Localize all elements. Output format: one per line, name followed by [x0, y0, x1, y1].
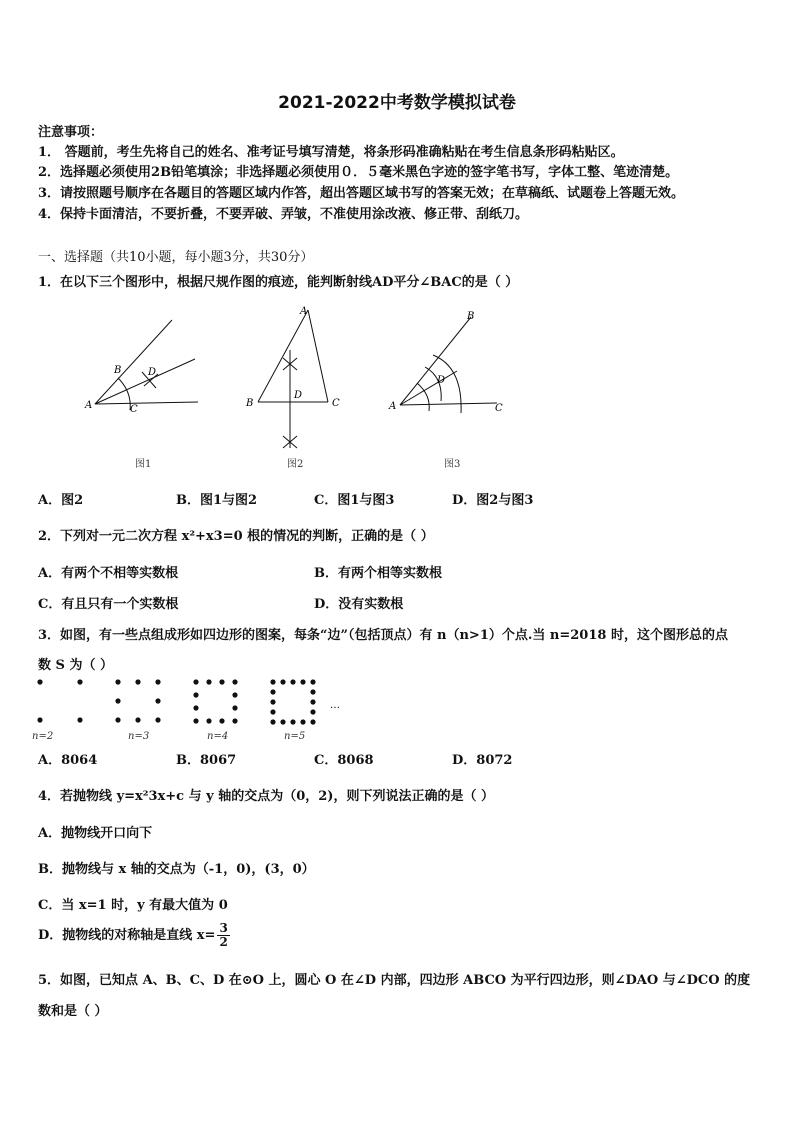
q5-stem-line2: 数和是（ ） — [38, 1004, 108, 1019]
q1-fig1-label-b: B — [114, 365, 122, 376]
q1-fig1-label-a: A — [85, 400, 93, 411]
q4-stem: 4．若抛物线 y=x²3x+c 与 y 轴的交点为（0，2)，则下列说法正确的是（ ） — [38, 789, 494, 804]
q1-figure-1 — [80, 310, 200, 420]
q2-option-d[interactable]: D．没有实数根 — [314, 597, 404, 612]
q3-option-c[interactable]: C．8068 — [314, 753, 374, 768]
q3-option-b[interactable]: B．8067 — [176, 753, 237, 768]
q1-fig1-caption: 图1 — [135, 459, 152, 470]
q1-figure-2 — [240, 302, 350, 452]
q3-option-a[interactable]: A．8064 — [38, 753, 98, 768]
q1-option-c[interactable]: C．图1与图3 — [314, 493, 395, 508]
q2-stem: 2．下列对一元二次方程 x²+x3=0 根的情况的判断，正确的是（ ） — [38, 529, 434, 544]
q1-stem: 1．在以下三个图形中，根据尺规作图的痕迹，能判断射线AD平分∠BAC的是（ ） — [38, 275, 519, 290]
section-heading: 一、选择题（共10小题，每小题3分，共30分） — [38, 250, 314, 265]
note-item-2: 2．选择题必须使用2B铅笔填涂；非选择题必须使用０．５毫米黑色字迹的签字笔书写，字体工整、笔迹清楚。 — [38, 165, 679, 180]
q2-option-b[interactable]: B．有两个相等实数根 — [314, 566, 442, 581]
q4-option-d-text: D．抛物线的对称轴是直线 x= — [38, 928, 216, 943]
q3-stem-line1: 3．如图，有一些点组成形如四边形的图案，每条“边”（包括顶点）有 n（n>1）个点.当 n=2018 时，这个图形总的点 — [38, 628, 728, 643]
q4-option-b[interactable]: B．抛物线与 x 轴的交点为（-1，0)，(3，0） — [38, 862, 315, 877]
q3-option-d[interactable]: D．8072 — [452, 753, 513, 768]
q4-option-c[interactable]: C．当 x=1 时，y 有最大值为 0 — [38, 898, 228, 913]
q3-caption-n4: n=4 — [207, 731, 229, 742]
q3-caption-n2: n=2 — [32, 731, 54, 742]
q3-stem-line2: 数 S 为（ ） — [38, 658, 113, 673]
q3-dot-patterns — [30, 672, 360, 742]
q1-option-a[interactable]: A．图2 — [38, 493, 84, 508]
notes-heading: 注意事项： — [38, 125, 104, 140]
note-item-3: 3．请按照题号顺序在各题目的答题区域内作答，超出答题区域书写的答案无效；在草稿纸、试题卷上答题无效。 — [38, 186, 685, 201]
page-title: 2021-2022中考数学模拟试卷 — [278, 93, 516, 113]
note-item-1: 1． 答题前，考生先将自己的姓名、准考证号填写清楚，将条形码准确粘贴在考生信息条形码粘贴区。 — [38, 145, 624, 160]
q1-fig3-label-a: A — [389, 401, 397, 412]
note-item-4: 4．保持卡面清洁，不要折叠，不要弄破、弄皱，不准使用涂改液、修正带、刮纸刀。 — [38, 207, 529, 222]
q1-fig2-label-d: D — [294, 390, 303, 401]
q1-fig3-label-b: B — [467, 311, 475, 322]
q1-option-b[interactable]: B．图1与图2 — [176, 493, 258, 508]
q1-fig2-label-b: B — [246, 398, 254, 409]
q5-stem-line1: 5．如图，已知点 A、B、C、D 在⊙O 上，圆心 O 在∠D 内部，四边形 ABCO 为平行四边形，则∠DAO 与∠DCO 的度 — [38, 973, 751, 988]
q4-option-a[interactable]: A．抛物线开口向下 — [38, 826, 153, 841]
q4-option-d[interactable] — [38, 922, 230, 949]
q1-fig2-label-c: C — [332, 398, 340, 409]
q1-fig2-label-a: A — [300, 306, 308, 317]
q1-fig2-caption: 图2 — [287, 459, 304, 470]
q1-fig3-caption: 图3 — [444, 459, 461, 470]
q1-option-d[interactable]: D．图2与图3 — [452, 493, 534, 508]
q1-fig1-label-c: C — [130, 404, 138, 415]
q1-fig3-label-c: C — [495, 403, 503, 414]
q4-option-d-fraction — [217, 922, 229, 949]
q3-caption-n5: n=5 — [284, 731, 306, 742]
q1-figure-3 — [385, 305, 510, 420]
q3-caption-n3: n=3 — [128, 731, 150, 742]
q4-fraction-numerator: 3 — [219, 921, 228, 935]
q2-option-a[interactable]: A．有两个不相等实数根 — [38, 566, 179, 581]
q4-fraction-denominator: 2 — [219, 935, 228, 949]
q1-fig1-label-d: D — [148, 367, 157, 378]
q1-fig3-label-d: D — [437, 375, 446, 386]
q2-option-c[interactable]: C．有且只有一个实数根 — [38, 597, 179, 612]
q3-ellipsis: … — [330, 700, 340, 711]
